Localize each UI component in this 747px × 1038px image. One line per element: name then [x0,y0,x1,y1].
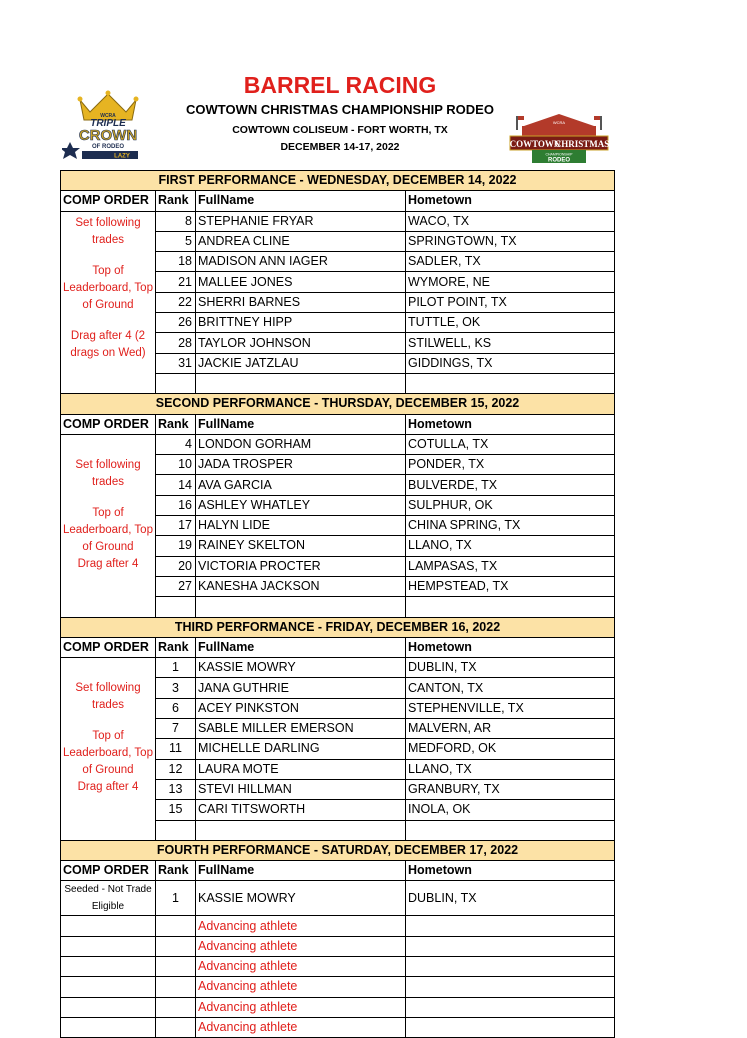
table-row: 11 MICHELLE DARLING MEDFORD, OK [61,739,615,759]
comp-order-note: Set following trades Top of Leaderboard, Top of Ground Drag after 4 [61,434,156,617]
performance-header: THIRD PERFORMANCE - FRIDAY, DECEMBER 16, 2022 [61,617,615,637]
svg-text:WCRA: WCRA [552,120,566,125]
table-row: 14 AVA GARCIA BULVERDE, TX [61,475,615,495]
svg-text:CHRISTMAS: CHRISTMAS [554,139,610,149]
performance-header: FOURTH PERFORMANCE - SATURDAY, DECEMBER 17, 2022 [61,840,615,860]
performance-header: FIRST PERFORMANCE - WEDNESDAY, DECEMBER 14, 2022 [61,171,615,191]
table-row: 31 JACKIE JATZLAU GIDDINGS, TX [61,353,615,373]
column-header-row: COMP ORDER Rank FullName Hometown [61,637,615,657]
svg-text:CHAMPIONSHIP: CHAMPIONSHIP [545,152,573,157]
col-hometown: Hometown [406,191,615,211]
svg-text:RODEO: RODEO [547,157,571,164]
table-row: 26 BRITTNEY HIPP TUTTLE, OK [61,313,615,333]
table-row: 6 ACEY PINKSTON STEPHENVILLE, TX [61,698,615,718]
svg-text:WCRA: WCRA [100,113,116,119]
table-row: Advancing athlete [61,936,615,956]
column-header-row: COMP ORDER Rank FullName Hometown [61,861,615,881]
table-row: 18 MADISON ANN IAGER SADLER, TX [61,252,615,272]
table-row: 12 LAURA MOTE LLANO, TX [61,759,615,779]
table-row: 28 TAYLOR JOHNSON STILWELL, KS [61,333,615,353]
table-row: 27 KANESHA JACKSON HEMPSTEAD, TX [61,576,615,596]
table-row: Advancing athlete [61,916,615,936]
venue: COWTOWN COLISEUM - FORT WORTH, TX [232,124,448,136]
comp-order-note: Set following trades Top of Leaderboard, Top of Ground Drag after 4 (2 drags on Wed) [61,211,156,394]
svg-text:CROWN: CROWN [78,127,138,144]
table-row: 7 SABLE MILLER EMERSON MALVERN, AR [61,719,615,739]
table-row: 15 CARI TITSWORTH INOLA, OK [61,800,615,820]
triple-crown-logo [62,90,154,162]
table-row: 20 VICTORIA PROCTER LAMPASAS, TX [61,556,615,576]
page-title: BARREL RACING [243,72,437,98]
table-row: Set following trades Top of Leaderboard, Top of Ground Drag after 4 4 LONDON GORHAM COTULLA, TX [61,434,615,454]
column-header-row: COMP ORDER Rank FullName Hometown [61,414,615,434]
table-row: 16 ASHLEY WHATLEY SULPHUR, OK [61,495,615,515]
svg-text:OF RODEO: OF RODEO [91,144,125,150]
cowtown-christmas-logo [508,112,610,164]
table-row: 19 RAINEY SKELTON LLANO, TX [61,536,615,556]
table-row: Advancing athlete [61,1017,615,1037]
performance-header: SECOND PERFORMANCE - THURSDAY, DECEMBER 15, 2022 [61,394,615,414]
svg-text:TRIPLE: TRIPLE [90,118,126,129]
table-row: 21 MALLEE JONES WYMORE, NE [61,272,615,292]
seeded-note: Seeded - Not Trade Eligible [61,881,156,916]
event-dates: DECEMBER 14-17, 2022 [280,141,400,153]
table-row: Advancing athlete [61,997,615,1017]
col-rank: Rank [156,191,196,211]
svg-text:LAZY: LAZY [114,153,130,160]
comp-order-note: Set following trades Top of Leaderboard, Top of Ground Drag after 4 [61,658,156,841]
table-row: 13 STEVI HILLMAN GRANBURY, TX [61,779,615,799]
column-header-row [61,191,615,211]
event-name: COWTOWN CHRISTMAS CHAMPIONSHIP RODEO [186,102,494,117]
table-row: 22 SHERRI BARNES PILOT POINT, TX [61,292,615,312]
table-row: 3 JANA GUTHRIE CANTON, TX [61,678,615,698]
table-row: 17 HALYN LIDE CHINA SPRING, TX [61,516,615,536]
table-row: Set following trades Top of Leaderboard, Top of Ground Drag after 4 1 KASSIE MOWRY DUBLIN, TX [61,658,615,678]
table-row: 5 ANDREA CLINE SPRINGTOWN, TX [61,231,615,251]
barrel-racing-schedule [60,170,615,1038]
table-row: Seeded - Not Trade Eligible 1 KASSIE MOWRY DUBLIN, TX [61,881,615,916]
table-row: 10 JADA TROSPER PONDER, TX [61,455,615,475]
svg-text:COWTOWN: COWTOWN [509,139,561,149]
table-row: Advancing athlete [61,956,615,976]
table-row: Advancing athlete [61,977,615,997]
table-row: Set following trades Top of Leaderboard, Top of Ground Drag after 4 (2 drags on Wed) 8 STEPHANIE FRYAR WACO, TX [61,211,615,231]
col-comp-order: COMP ORDER [61,191,156,211]
col-fullname: FullName [196,191,406,211]
